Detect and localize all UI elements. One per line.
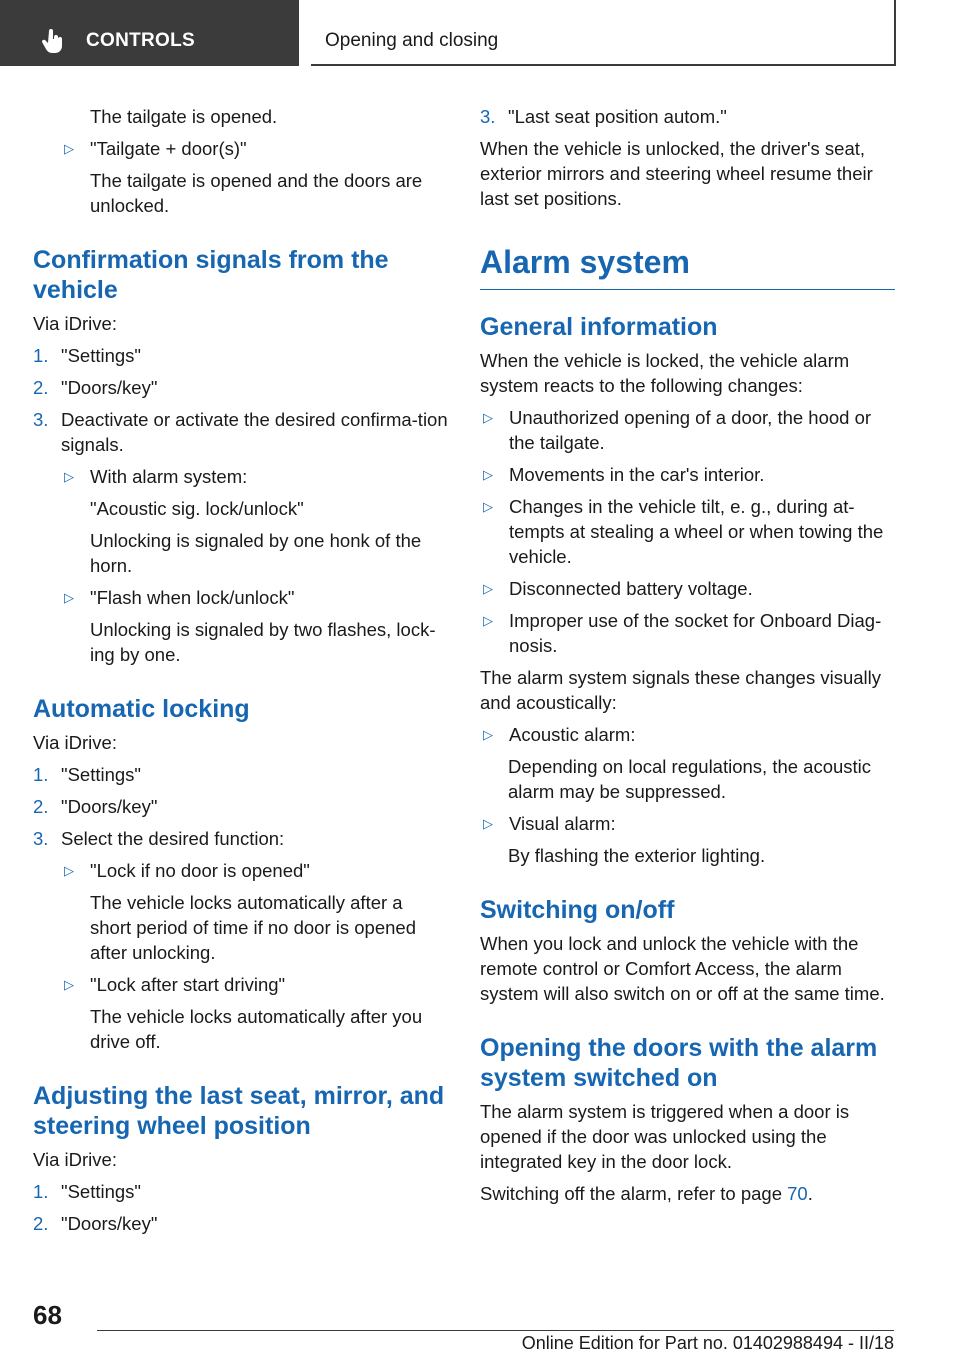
triangle-bullet-icon: ▷ bbox=[483, 499, 493, 514]
body-text: When the vehicle is locked, the vehicle alarm system reacts to the following changes: bbox=[480, 350, 850, 396]
right-column bbox=[480, 104, 895, 1213]
body-text: Depending on local regulations, the acoustic alarm may be suppressed. bbox=[508, 756, 872, 802]
body-text: When you lock and unlock the vehicle with the remote control or Comfort Access, the alarm system will also switch on or off at the same time. bbox=[480, 933, 885, 1004]
page-reference: Switching off the alarm, refer to page 70. bbox=[480, 1183, 813, 1204]
triangle-bullet-icon: ▷ bbox=[64, 590, 74, 605]
left-column bbox=[33, 104, 448, 1243]
list-item: ▷ With alarm system: bbox=[64, 466, 248, 487]
triangle-bullet-icon: ▷ bbox=[483, 727, 493, 742]
section-tab bbox=[0, 0, 299, 66]
triangle-bullet-icon: ▷ bbox=[64, 863, 74, 878]
body-text: Unlocking is signaled by two flashes, lock‐ing by one. bbox=[90, 619, 436, 665]
list-item: ▷ "Lock if no door is opened" bbox=[64, 860, 310, 881]
footer-edition: Online Edition for Part no. 01402988494 - II/18 bbox=[521, 1333, 894, 1353]
triangle-bullet-icon: ▷ bbox=[483, 816, 493, 831]
body-text: Unlocking is signaled by one honk of the horn. bbox=[90, 530, 422, 576]
body-text: The tailgate is opened. bbox=[90, 106, 278, 127]
option-label: "Tailgate + door(s)" bbox=[90, 138, 247, 159]
triangle-bullet-icon: ▷ bbox=[483, 467, 493, 482]
page-header bbox=[0, 0, 960, 66]
list-item: ▷ Disconnected battery voltage. bbox=[483, 578, 753, 599]
list-item: ▷ Movements in the car's interior. bbox=[483, 464, 765, 485]
body-text: The vehicle locks automatically after you drive off. bbox=[90, 1006, 423, 1052]
numbered-step: 2. "Doors/key" bbox=[33, 377, 158, 398]
page-number: 68 bbox=[33, 1300, 62, 1330]
triangle-bullet-icon: ▷ bbox=[483, 410, 493, 425]
section-label: CONTROLS bbox=[86, 30, 196, 51]
section-heading: Switching on/off bbox=[480, 896, 675, 924]
body-text: Via iDrive: bbox=[33, 1149, 117, 1170]
hand-touch-icon bbox=[40, 28, 66, 54]
list-item: ▷ Improper use of the socket for Onboard Diag‐nosis. bbox=[483, 610, 882, 656]
triangle-bullet-icon: ▷ bbox=[64, 977, 74, 992]
numbered-step: 3. Deactivate or activate the desired confirma‐tion signals. bbox=[33, 409, 448, 455]
body-text: When the vehicle is unlocked, the driver's seat, exterior mirrors and steering wheel resume their last set positions. bbox=[480, 138, 873, 209]
list-item: ▷ Changes in the vehicle tilt, e. g., during at‐tempts at stealing a wheel or when towing the vehicle. bbox=[483, 496, 884, 567]
section-heading: Confirmation signals from the vehicle bbox=[33, 246, 389, 304]
list-item: ▷ Visual alarm: bbox=[483, 813, 616, 834]
section-heading: Adjusting the last seat, mirror, and steering wheel position bbox=[33, 1082, 445, 1140]
triangle-bullet-icon: ▷ bbox=[64, 141, 74, 156]
section-heading: Automatic locking bbox=[33, 695, 250, 723]
body-text: The alarm system is triggered when a door is opened if the door was unlocked using the integrated key in the door lock. bbox=[480, 1101, 850, 1172]
footer-divider bbox=[97, 1330, 894, 1331]
body-text: The tailgate is opened and the doors are unlocked. bbox=[90, 170, 423, 216]
body-text: Via iDrive: bbox=[33, 313, 117, 334]
chapter-title: Opening and closing bbox=[325, 30, 499, 51]
list-item: ▷ "Lock after start driving" bbox=[64, 974, 286, 995]
chapter-tab bbox=[311, 0, 896, 66]
list-item: ▷ Unauthorized opening of a door, the hood or the tailgate. bbox=[483, 407, 872, 453]
chapter-heading: Alarm system bbox=[480, 243, 895, 290]
numbered-step: 3. Select the desired function: bbox=[33, 828, 285, 849]
section-heading: General information bbox=[480, 313, 718, 341]
list-item: ▷ "Flash when lock/unlock" bbox=[64, 587, 295, 608]
body-text: By flashing the exterior lighting. bbox=[508, 845, 766, 866]
triangle-bullet-icon: ▷ bbox=[483, 581, 493, 596]
triangle-bullet-icon: ▷ bbox=[483, 613, 493, 628]
body-text: The vehicle locks automatically after a short period of time if no door is opened after unlocking. bbox=[90, 892, 416, 963]
page-link[interactable]: 70 bbox=[787, 1183, 808, 1204]
numbered-step: 2. "Doors/key" bbox=[33, 1213, 158, 1234]
body-text: "Acoustic sig. lock/unlock" bbox=[90, 498, 304, 519]
numbered-step: 3. "Last seat position autom." bbox=[480, 106, 727, 127]
list-item bbox=[33, 136, 448, 161]
numbered-step: 2. "Doors/key" bbox=[33, 796, 158, 817]
triangle-bullet-icon: ▷ bbox=[64, 469, 74, 484]
numbered-step: 1. "Settings" bbox=[33, 345, 141, 366]
numbered-step: 1. "Settings" bbox=[33, 1181, 141, 1202]
body-text: The alarm system signals these changes visually and acoustically: bbox=[480, 667, 882, 713]
section-heading: Opening the doors with the alarm system switched on bbox=[480, 1034, 878, 1092]
list-item: ▷ Acoustic alarm: bbox=[483, 724, 636, 745]
body-text: Via iDrive: bbox=[33, 732, 117, 753]
numbered-step: 1. "Settings" bbox=[33, 764, 141, 785]
